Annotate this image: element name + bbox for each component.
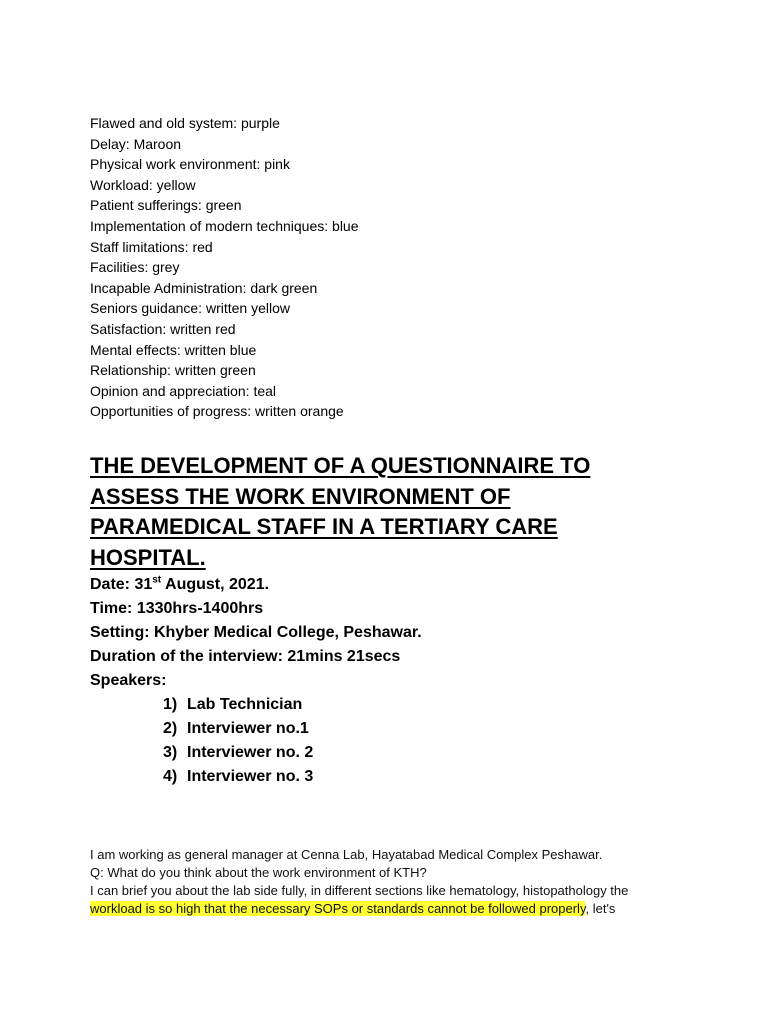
date-ordinal: st bbox=[152, 574, 162, 586]
speaker-name: Interviewer no. 3 bbox=[187, 768, 314, 785]
speaker-number: 4) bbox=[163, 768, 178, 785]
interview-date bbox=[90, 573, 730, 597]
legend-item: Facilities: grey bbox=[90, 259, 180, 276]
speaker-name: Interviewer no.1 bbox=[187, 720, 309, 737]
title-line: ASSESS THE WORK ENVIRONMENT OF bbox=[90, 483, 511, 509]
interview-time: Time: 1330hrs-1400hrs bbox=[90, 600, 264, 617]
transcript-line: I can brief you about the lab side fully, in different sections like hematology, histopathology the bbox=[90, 883, 629, 898]
legend-item: Mental effects: written blue bbox=[90, 341, 257, 358]
legend-item: Opinion and appreciation: teal bbox=[90, 382, 277, 399]
workload-highlight: workload is so high that the necessary SOPs or standards cannot be followed properly bbox=[90, 901, 586, 916]
legend-item: Patient sufferings: green bbox=[90, 197, 242, 214]
transcript-line: I am working as general manager at Cenna Lab, Hayatabad Medical Complex Peshawar. bbox=[90, 847, 603, 862]
legend-item: Physical work environment: pink bbox=[90, 156, 290, 173]
title-line: PARAMEDICAL STAFF IN A TERTIARY CARE bbox=[90, 514, 558, 540]
speaker-number: 3) bbox=[163, 744, 178, 761]
speaker-item bbox=[163, 765, 313, 789]
color-code-legend bbox=[90, 113, 730, 422]
legend-item: Delay: Maroon bbox=[90, 135, 182, 152]
legend-item: Implementation of modern techniques: blue bbox=[90, 217, 359, 234]
legend-item: Seniors guidance: written yellow bbox=[90, 300, 290, 317]
speaker-item bbox=[163, 741, 313, 765]
interview-details bbox=[90, 573, 730, 693]
transcript-line: Q: What do you think about the work environment of KTH? bbox=[90, 865, 427, 880]
speaker-number: 1) bbox=[163, 696, 178, 713]
document-title bbox=[90, 451, 730, 573]
date-prefix: Date: 31 bbox=[90, 576, 153, 593]
date-suffix: August, 2021. bbox=[161, 576, 270, 593]
speakers-list bbox=[163, 693, 313, 789]
interview-duration: Duration of the interview: 21mins 21secs bbox=[90, 648, 401, 665]
transcript-line bbox=[90, 900, 750, 918]
legend-item: Workload: yellow bbox=[90, 176, 196, 193]
speaker-item bbox=[163, 717, 313, 741]
legend-item: Flawed and old system: purple bbox=[90, 115, 280, 131]
legend-item: Staff limitations: red bbox=[90, 238, 213, 255]
title-line: HOSPITAL. bbox=[90, 544, 206, 570]
speaker-name: Lab Technician bbox=[187, 696, 303, 713]
speaker-name: Interviewer no. 2 bbox=[187, 744, 314, 761]
interview-transcript bbox=[90, 846, 750, 918]
title-line: THE DEVELOPMENT OF A QUESTIONNAIRE TO bbox=[90, 453, 591, 478]
transcript-continuation: , let's bbox=[585, 901, 616, 916]
legend-item: Relationship: written green bbox=[90, 362, 256, 379]
speakers-label: Speakers: bbox=[90, 672, 167, 689]
legend-item: Satisfaction: written red bbox=[90, 320, 236, 337]
interview-setting: Setting: Khyber Medical College, Peshawar. bbox=[90, 624, 422, 641]
legend-item: Opportunities of progress: written orange bbox=[90, 403, 344, 420]
speaker-item bbox=[163, 693, 313, 717]
speaker-number: 2) bbox=[163, 720, 178, 737]
legend-item: Incapable Administration: dark green bbox=[90, 279, 318, 296]
